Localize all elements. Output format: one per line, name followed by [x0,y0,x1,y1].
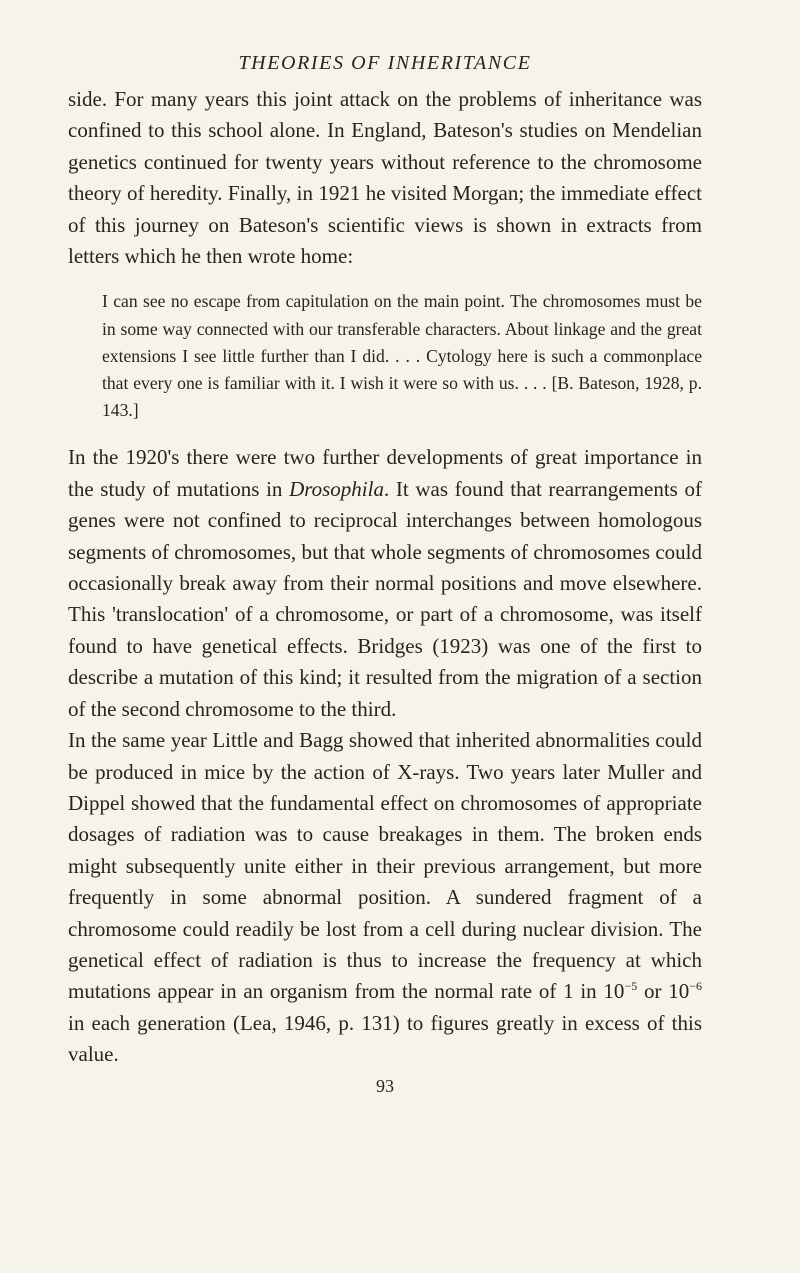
paragraph-xrays [68,725,702,1070]
exponent-minus-6: −6 [689,979,702,994]
paragraph-2-text-a: In the 1920's there were two further developments of great importance in the study of mutations in [68,445,702,501]
paragraph-3-text-c: in each generation (Lea, 1946, p. 131) to figures greatly in excess of this value. [68,1010,702,1067]
paragraph-2-text-b: . It was found that rearrangements of genes were not confined to reciprocal interchanges between homologous segments of chromosomes, but that whole segments of chromosomes could occasionally break away from their normal positions and move elsewhere. This 'translocation' of a chromosome, or part of a chromosome, was itself found to have genetical effects. Bridges (1923) was one of the first to describe a mutation of this kind; it resulted from the migration of a section of the second chromosome to the third. [68,476,702,721]
paragraph-translocation [68,442,702,725]
page-number: 93 [376,1075,394,1096]
bateson-letter-quote [102,288,702,424]
exponent-minus-5: −5 [624,979,638,994]
genus-drosophila: Drosophila [289,476,384,501]
running-head: THEORIES OF INHERITANCE [238,52,532,74]
quote-text: I can see no escape from capitulation on the main point. The chromosomes must be in some way connected with our transferable characters. About linkage and the great extensions I see little further than I did. . . . Cytology here is such a commonplace that every one is familiar with it. I wish it were so with us. . . . [B. Bateson, 1928, p. 143.] [102,291,702,421]
paragraph-3-text-b: or 10 [637,979,690,1004]
paragraph-3-text-a: In the same year Little and Bagg showed that inherited abnormalities could be produced in mice by the action of X-rays. Two years later Muller and Dippel showed that the fundamental effect on chromosomes of appropriate dosages of radiation was to cause breakages in them. The broken ends might subsequently unite either in their previous arrangement, but more frequently in some abnormal position. A sundered fragment of a chromosome could readily be lost from a cell during nuclear division. The genetical effect of radiation is thus to increase the frequency at which mutations appear in an organism from the normal rate of 1 in 10 [68,728,702,1004]
paragraph-bateson-intro: side. For many years this joint attack on the problems of inheritance was confined to this school alone. In England, Bateson's studies on Mendelian genetics continued for twenty years without reference to the chromosome theory of heredity. Finally, in 1921 he visited Morgan; the immediate effect of this journey on Bateson's scientific views is shown in extracts from letters which he then wrote home: [68,87,702,269]
book-page [68,50,702,1099]
